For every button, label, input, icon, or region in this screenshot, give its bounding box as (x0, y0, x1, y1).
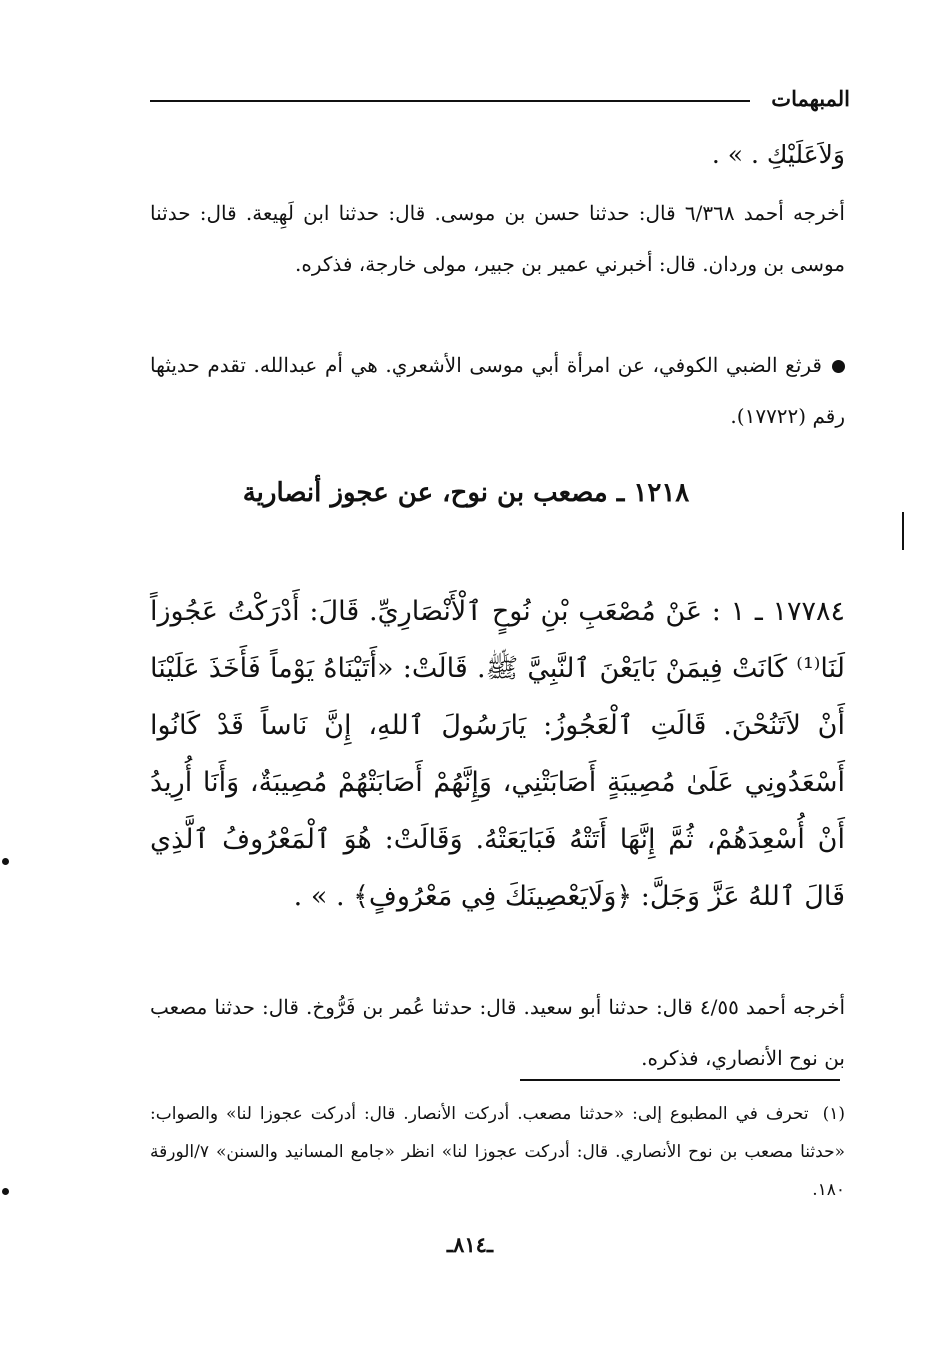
margin-dot (2, 858, 9, 865)
section-heading: ١٢١٨ ـ مصعب بن نوح، عن عجوز أنصارية (242, 478, 690, 508)
footnote-text: تحرف في المطبوع إلى: «حدثنا مصعب. أدركت الأنصار. قال: أدركت عجوزا لنا» والصواب: «حدثنا مصعب بن نوح الأنصاري. قال: أدركت عجوزا لنا» انظر «جامع المسانيد والسنن» ٧/الورقة ١٨٠. (150, 1104, 845, 1200)
header-rule (150, 100, 750, 102)
page-number: ـ٨١٤ـ (446, 1232, 494, 1257)
header-title: المبهمات (771, 86, 850, 111)
footnote-separator (520, 1079, 840, 1081)
source-paragraph: أخرجه أحمد ٤/٥٥ قال: حدثنا أبو سعيد. قال: حدثنا عُمر بن فَرُّوخ. قال: حدثنا مصعب بن نوح الأنصاري، فذكره. (150, 995, 845, 1070)
margin-dot (2, 1188, 9, 1195)
narrator-entry (150, 340, 845, 442)
closing-hadith-text: وَلاَعَلَيْكِ . » . (711, 140, 845, 169)
footnote (150, 1095, 845, 1209)
margin-mark (902, 512, 904, 550)
footnote-number: (١) (822, 1104, 845, 1124)
takhrij-paragraph: أخرجه أحمد ٦/٣٦٨ قال: حدثنا حسن بن موسى. قال: حدثنا ابن لَهِيعة. قال: حدثنا موسى بن وردان. قال: أخبرني عمير بن جبير، مولى خارجة، فذكره. (150, 201, 845, 276)
bullet-icon (832, 360, 845, 373)
narrator-entry-text: قرثع الضبي الكوفي، عن امرأة أبي موسى الأشعري. هي أم عبدالله. تقدم حديثها رقم (١٧٧٢٢). (150, 353, 845, 428)
running-header (150, 82, 850, 116)
hadith-text: ١٧٧٨٤ ـ ١ : عَنْ مُصْعَبِ بْنِ نُوحٍ ٱلْأَنْصَارِيِّ. قَالَ: أَدْرَكْتُ عَجُوزاً لَنَا⁽¹⁾ كَانَتْ فِيمَنْ بَايَعْنَ ٱلنَّبِيَّ ﷺ. قَالَتْ: «أَتَيْنَاهُ يَوْماً فَأَخَذَ عَلَيْنَا أَنْ لاَتَنُحْنَ. قَالَتِ ٱلْعَجُوزُ: يَارَسُولَ ٱللهِ، إِنَّ نَاساً قَدْ كَانُوا أَسْعَدُونِي عَلَىٰ مُصِيبَةٍ أَصَابَتْنِي، وَإِنَّهُمْ أَصَابَتْهُمْ مُصِيبَةٌ، وَأَنَا أُرِيدُ أَنْ أُسْعِدَهُمْ، ثُمَّ إِنَّهَا أَتَتْهُ فَبَايَعَتْهُ. وَقَالَتْ: هُوَ ٱلْمَعْرُوفُ ٱلَّذِي قَالَ ٱللهُ عَزَّ وَجَلَّ: ﴿وَلَايَعْصِينَكَ فِي مَعْرُوفٍ﴾ . » . (150, 596, 846, 912)
